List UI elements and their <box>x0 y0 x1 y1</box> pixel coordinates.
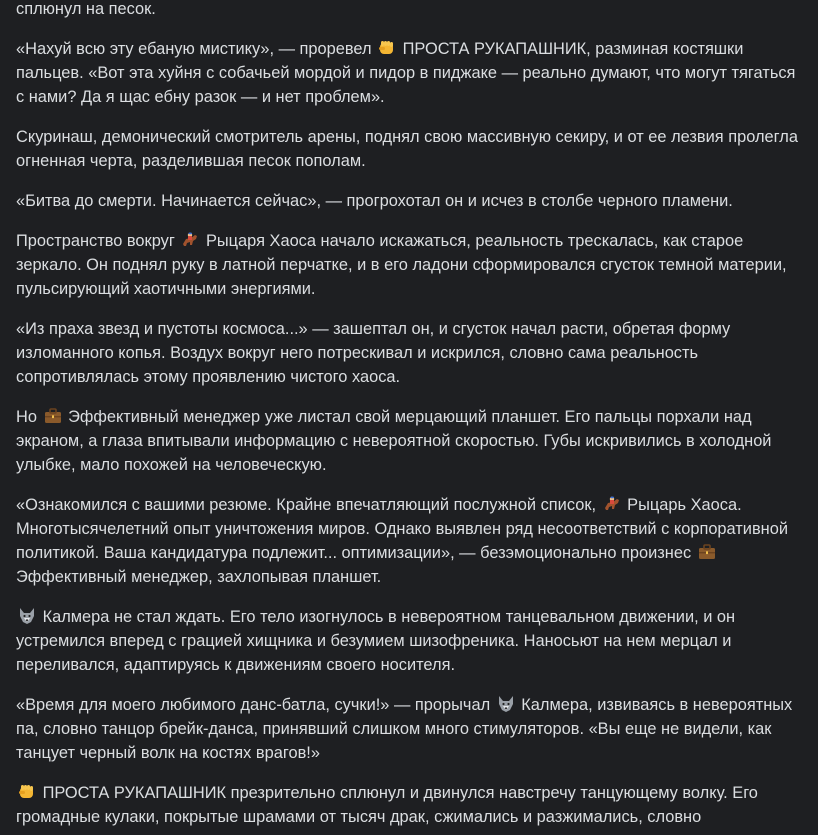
text: «Нахуй всю эту ебаную мистику», — проревел <box>16 40 377 58</box>
paragraph <box>16 493 802 589</box>
fist-icon <box>17 782 37 802</box>
story-text <box>16 0 802 835</box>
character-name: ПРОСТА РУКАПАШНИК <box>402 40 587 58</box>
paragraph <box>16 781 802 829</box>
text: Но <box>16 408 42 426</box>
text: Пространство вокруг <box>16 232 180 250</box>
paragraph <box>16 0 802 21</box>
paragraph <box>16 693 802 765</box>
briefcase-icon <box>697 542 717 562</box>
text: «Ознакомился с вашими резюме. Крайне впечатляющий послужной список, <box>16 496 601 514</box>
text: «Из праха звезд и пустоты космоса...» — зашептал он, и сгусток начал расти, обретая форму изломанного копья. Воздух вокруг него потрескивал и искрился, словно сама реальность сопротивлялась этому проявлению чистого хаоса. <box>16 320 731 386</box>
character-name: Рыцарь Хаоса <box>627 496 738 514</box>
wolf-icon <box>496 694 516 714</box>
character-name: Эффективный менеджер <box>68 408 261 426</box>
text: , захлопывая планшет. <box>208 568 382 586</box>
wolf-icon <box>17 606 37 626</box>
text: , извиваясь в невероятных па, словно танцор брейк-данса, принявший слишком много стимуляторов. «Вы еще не видели, как танцует черный волк на костях врагов!» <box>16 696 793 762</box>
fist-icon <box>377 38 397 58</box>
text: , разминая костяшки пальцев. «Вот эта хуйня с собачьей мордой и пидор в пиджаке — реально думают, что могут тягаться с нами? Да я щас ебну разок — и нет проблем». <box>16 40 796 106</box>
briefcase-icon <box>43 406 63 426</box>
paragraph <box>16 189 802 213</box>
paragraph <box>16 37 802 109</box>
text: «Время для моего любимого данс-батла, сучки!» — прорычал <box>16 696 495 714</box>
character-name: Калмера <box>42 608 110 626</box>
character-name: Рыцаря Хаоса <box>205 232 316 250</box>
paragraph <box>16 317 802 389</box>
text: Скуринаш, демонический смотритель арены, поднял свою массивную секиру, и от ее лезвия пролегла огненная черта, разделившая песок пополам. <box>16 128 798 170</box>
text: сплюнул на песок. <box>16 0 156 18</box>
character-name: Калмера <box>521 696 589 714</box>
paragraph <box>16 605 802 677</box>
paragraph <box>16 405 802 477</box>
horse-racing-icon <box>602 494 622 514</box>
text: «Битва до смерти. Начинается сейчас», — прогрохотал он и исчез в столбе черного пламени. <box>16 192 733 210</box>
horse-racing-icon <box>180 230 200 250</box>
paragraph <box>16 125 802 173</box>
text: начало искажаться, реальность трескалась, как старое зеркало. Он поднял руку в латной перчатке, и в его ладони сформировался сгусток темной материи, пульсирующий хаотичными энергиями. <box>16 232 787 298</box>
character-name: Эффективный менеджер <box>16 568 209 586</box>
text: уже листал свой мерцающий планшет. Его пальцы порхали над экраном, а глаза впитывали информацию с невероятной скоростью. Губы искривились в холодной улыбке, мало похожей на человеческую. <box>16 408 772 474</box>
text: презрительно сплюнул и двинулся навстречу танцующему волку. Его громадные кулаки, покрытые шрамами от тысяч драк, сжимались и разжимались, словно <box>16 784 758 826</box>
text: . Многотысячелетний опыт уничтожения миров. Однако выявлен ряд несоответствий с корпоративной политикой. Ваша кандидатура подлежит... оптимизации», — безэмоционально произнес <box>16 496 788 562</box>
character-name: ПРОСТА РУКАПАШНИК <box>42 784 227 802</box>
paragraph <box>16 229 802 301</box>
text: не стал ждать. Его тело изогнулось в невероятном танцевальном движении, и он устремился вперед с грацией хищника и безумием шизофреника. Наносьют на нем мерцал и переливался, адаптируясь к движениям своего носителя. <box>16 608 736 674</box>
